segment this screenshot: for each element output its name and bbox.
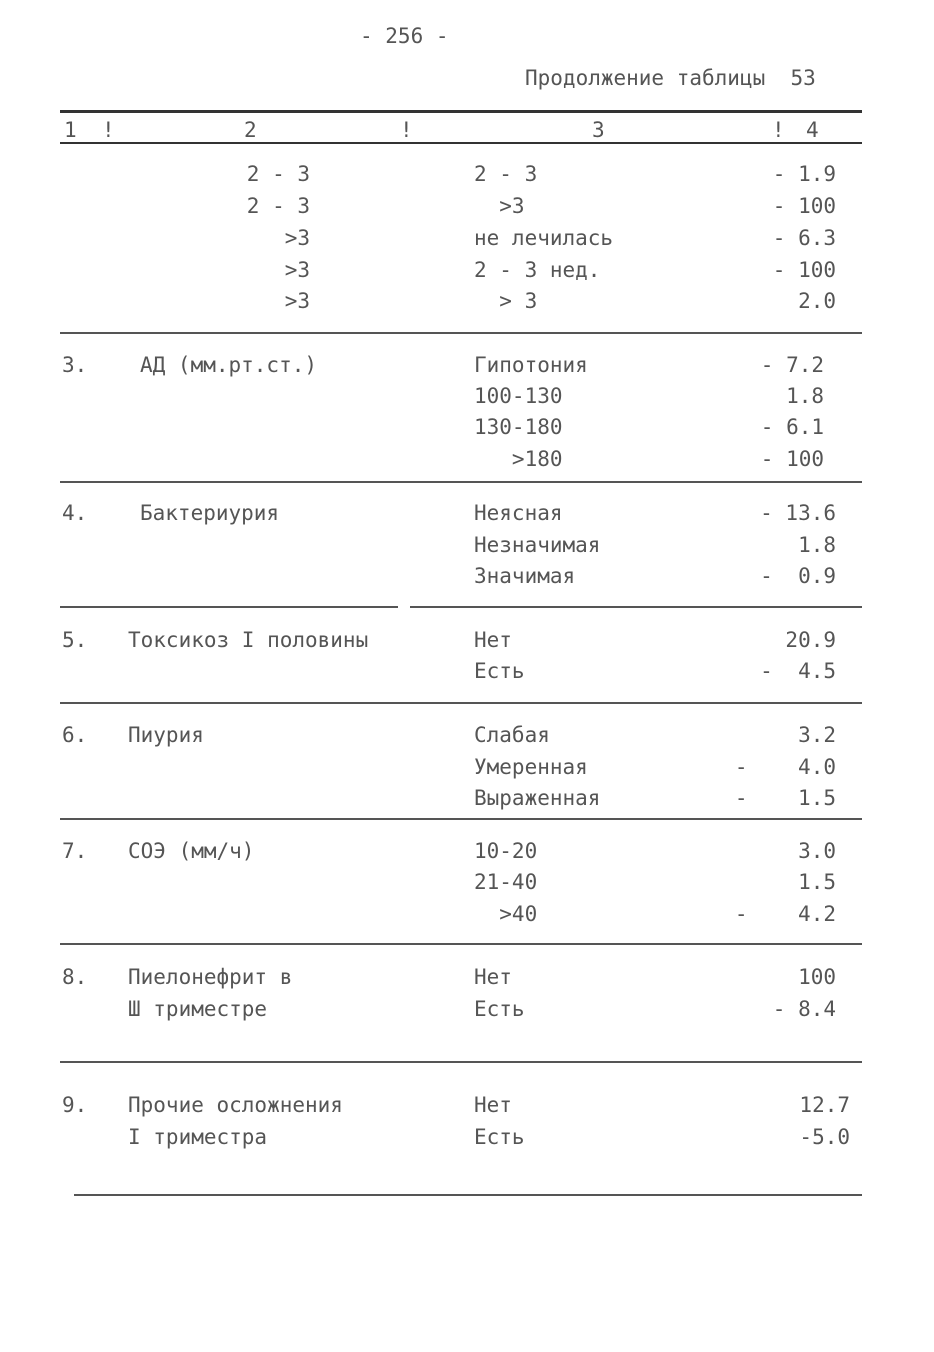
category-cell: >40 [474,902,538,926]
category-cell: 100-130 [474,384,563,408]
factor-label: Токсикоз I половины [128,628,369,652]
value-cell: 2.0 [798,289,836,313]
row-divider [60,332,862,334]
weeks-cell: 2 - 3 [246,162,310,186]
group-number: 7. [62,839,88,863]
category-cell: Нет [474,628,512,652]
header-bottom-rule [60,142,862,144]
row-divider [60,818,862,820]
category-cell: 10-20 [474,839,538,863]
group-number: 4. [62,501,88,525]
factor-label: Пиелонефрит в [128,965,293,989]
category-cell: 21-40 [474,870,538,894]
value-cell: - 100 [772,258,836,282]
header-col-3: 3 [592,118,605,142]
value-cell: - 6.1 [760,415,824,439]
group-number: 3. [62,353,88,377]
page-number: - 256 - [360,24,449,48]
value-cell: - 0.9 [760,564,836,588]
value-cell: 3.2 [798,723,836,747]
category-cell: >180 [474,447,563,471]
row-divider [60,1061,862,1063]
value-cell: - 1.9 [772,162,836,186]
row-divider [410,606,862,608]
category-cell: Значимая [474,564,576,588]
factor-label: Бактериурия [140,501,280,525]
value-cell: - 4.5 [760,659,836,683]
value-cell: 1.5 [798,870,836,894]
weeks-cell: 2 - 3 [246,194,310,218]
header-sep-1: ! [102,118,115,142]
category-cell: Есть [474,1125,525,1149]
header-col-1: 1 [64,118,77,142]
value-cell: - 8.4 [772,997,836,1021]
treatment-cell: >3 [474,194,525,218]
category-cell: Гипотония [474,353,588,377]
category-cell: Нет [474,1093,512,1117]
treatment-cell: 2 - 3 нед. [474,258,601,282]
treatment-cell: 2 - 3 [474,162,538,186]
factor-label: СОЭ (мм/ч) [128,839,255,863]
value-cell: - 4.2 [734,902,836,926]
value-cell: 1.8 [786,384,824,408]
weeks-cell: >3 [284,226,310,250]
weeks-cell: >3 [284,258,310,282]
treatment-cell: не лечилась [474,226,614,250]
row-divider [60,702,862,704]
factor-label: АД (мм.рт.ст.) [140,353,318,377]
treatment-cell: > 3 [474,289,538,313]
group-number: 6. [62,723,88,747]
row-divider [60,943,862,945]
value-cell: - 7.2 [760,353,824,377]
weeks-cell: >3 [284,289,310,313]
category-cell: Есть [474,997,525,1021]
table-end-rule [74,1194,862,1196]
factor-label: Пиурия [128,723,204,747]
value-cell: -5.0 [799,1125,850,1149]
header-col-2: 2 [244,118,257,142]
row-divider [60,481,862,483]
category-cell: Неясная [474,501,563,525]
header-col-4: 4 [806,118,819,142]
category-cell: Незначимая [474,533,601,557]
header-sep-3: ! [772,118,785,142]
value-cell: 12.7 [799,1093,850,1117]
value-cell: - 4.0 [734,755,836,779]
category-cell: Нет [474,965,512,989]
category-cell: Есть [474,659,525,683]
header-top-rule [60,110,862,113]
value-cell: - 1.5 [734,786,836,810]
value-cell: - 6.3 [772,226,836,250]
value-cell: - 100 [760,447,824,471]
value-cell: 100 [798,965,836,989]
table-continuation-title: Продолжение таблицы 53 [525,66,816,90]
category-cell: Умеренная [474,755,588,779]
group-number: 9. [62,1093,88,1117]
value-cell: 1.8 [798,533,836,557]
category-cell: 130-180 [474,415,563,439]
group-number: 5. [62,628,88,652]
factor-label: Прочие осложнения [128,1093,343,1117]
header-sep-2: ! [400,118,413,142]
factor-label-line-2: Ш триместре [128,997,268,1021]
value-cell: - 13.6 [760,501,836,525]
row-divider [60,606,398,608]
factor-label-line-2: I триместра [128,1125,268,1149]
value-cell: - 100 [772,194,836,218]
category-cell: Слабая [474,723,550,747]
group-number: 8. [62,965,88,989]
category-cell: Выраженная [474,786,601,810]
value-cell: 20.9 [785,628,836,652]
value-cell: 3.0 [798,839,836,863]
